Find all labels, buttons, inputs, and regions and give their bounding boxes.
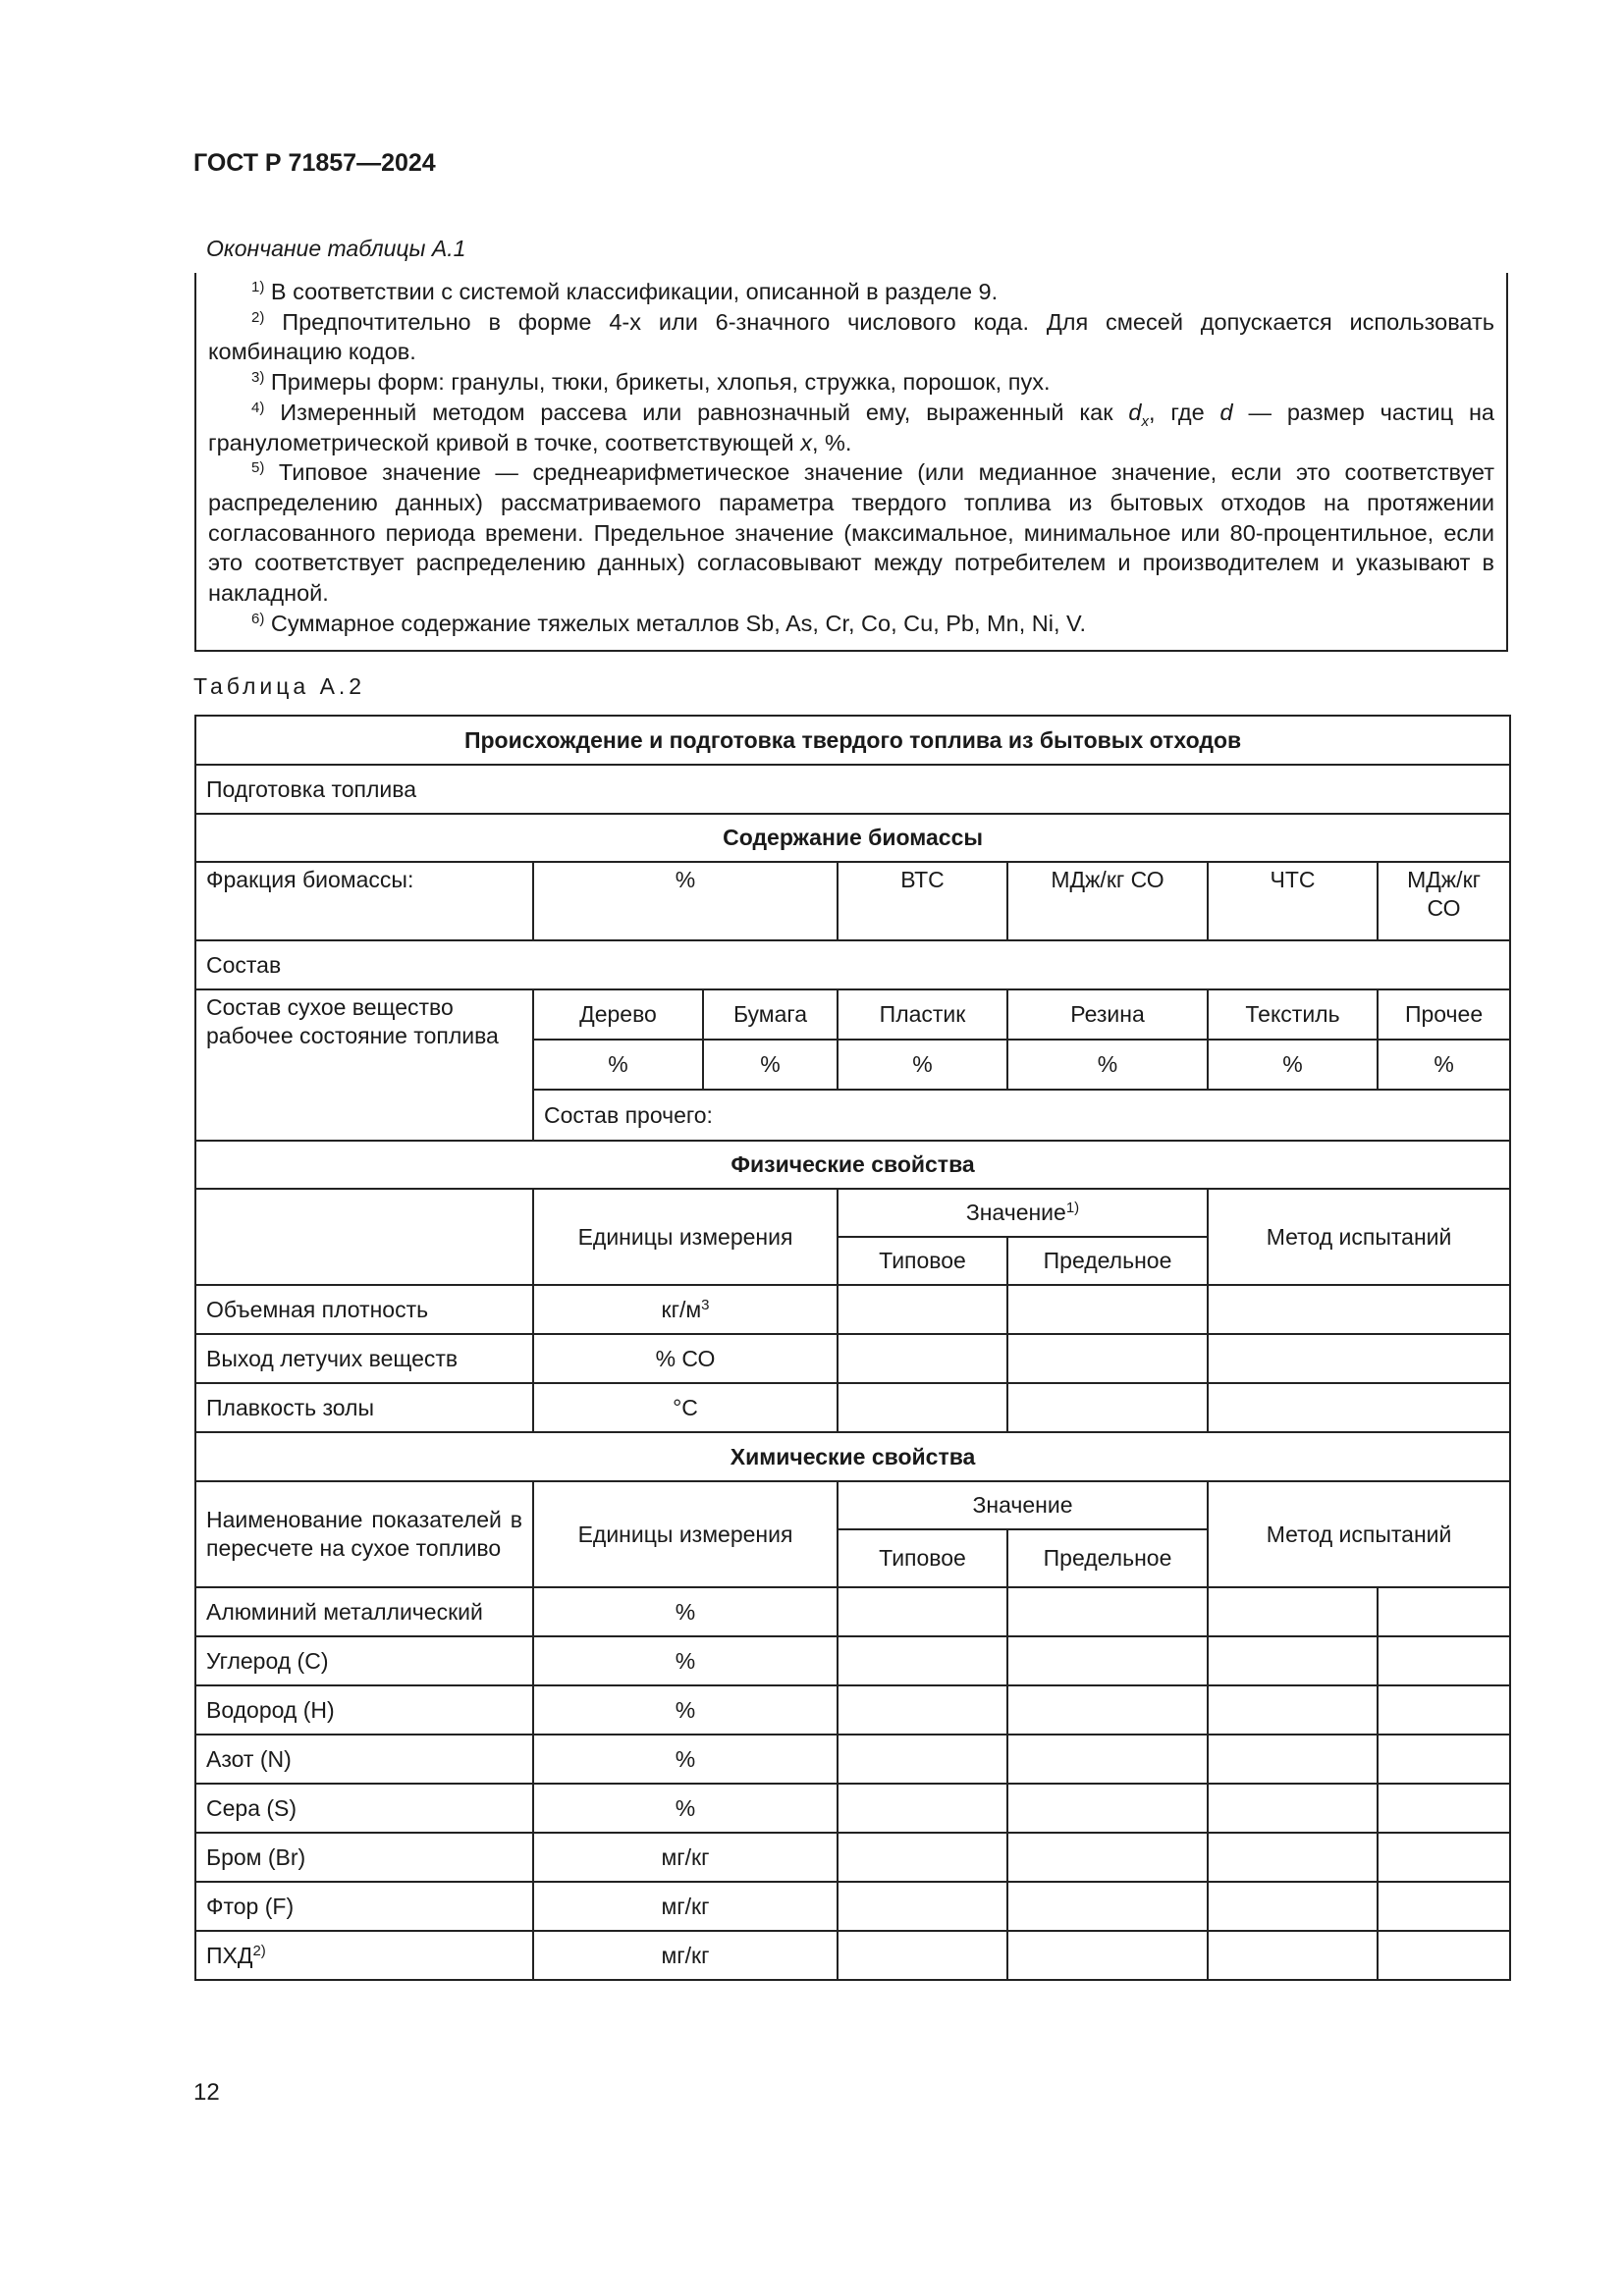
table-row [195,1833,1510,1882]
table-row [195,940,1510,989]
empty-cell [838,1587,1007,1636]
empty-cell [1007,1882,1208,1931]
empty-cell [838,1784,1007,1833]
biomass-btc-cell: ВТС [838,862,1007,940]
table-title: Происхождение и подготовка твердого топлива из бытовых отходов [195,716,1510,765]
physical-row-name: Плавкость золы [195,1383,533,1432]
table-row [195,1587,1510,1636]
empty-cell [1007,1685,1208,1735]
table-continuation-label: Окончание таблицы А.1 [206,236,466,261]
empty-cell [1007,1285,1208,1334]
empty-cell [1378,1636,1510,1685]
physical-row-unit [533,1285,838,1334]
composition-label: Состав [195,940,1510,989]
empty-cell [1007,1784,1208,1833]
empty-cell [838,1636,1007,1685]
footnote-2 [208,307,1494,367]
chemical-value-header: Значение [838,1481,1208,1529]
composition-other-label: Состав прочего: [533,1090,1510,1141]
table-row [195,1882,1510,1931]
biomass-chts-cell: ЧТС [1208,862,1378,940]
chemical-row-name: Сера (S) [195,1784,533,1833]
biomass-fraction-label: Фракция биомассы: [195,862,533,940]
footnote-text: В соответствии с системой классификации, описанной в разделе 9. [264,279,999,304]
chemical-row-name: Углерод (С) [195,1636,533,1685]
empty-cell [1208,1285,1510,1334]
unit-superscript: 3 [701,1296,710,1313]
empty-cell [1208,1735,1378,1784]
table-a2 [194,715,1511,1981]
chemical-row-unit: % [533,1685,838,1735]
footnote-subscript: x [1141,412,1149,430]
footnote-5 [208,457,1494,609]
empty-cell [1007,1833,1208,1882]
empty-cell [1007,1931,1208,1980]
table-caption: Таблица А.2 [193,673,366,699]
chemical-row-unit: % [533,1587,838,1636]
footnote-ref: 2) [252,1942,266,1959]
physical-limit-header: Предельное [1007,1237,1208,1285]
physical-name-header [195,1189,533,1285]
footnote-mark: 1) [251,279,265,295]
empty-cell [1378,1784,1510,1833]
empty-cell [1007,1587,1208,1636]
empty-cell [1208,1784,1378,1833]
empty-cell [838,1383,1007,1432]
empty-cell [838,1285,1007,1334]
table-row [195,1931,1510,1980]
chemical-row-unit: мг/кг [533,1931,838,1980]
footnote-text: , %. [811,429,852,455]
footnote-variable: d [1219,399,1233,425]
chemical-row-unit: мг/кг [533,1833,838,1882]
empty-cell [1378,1587,1510,1636]
empty-cell [1208,1882,1378,1931]
row-name-text: ПХД [206,1942,253,1968]
empty-cell [1208,1685,1378,1735]
footnote-text: , где [1148,399,1220,425]
physical-row-name: Объемная плотность [195,1285,533,1334]
chemical-row-name: Азот (N) [195,1735,533,1784]
biomass-percent-cell: % [533,862,838,940]
composition-unit: % [1007,1040,1208,1090]
biomass-section-heading: Содержание биомассы [195,814,1510,862]
footnote-3 [208,367,1494,398]
chemical-typical-header: Типовое [838,1529,1007,1587]
composition-unit: % [533,1040,703,1090]
biomass-mj-co-cell-2: МДж/кг СО [1378,862,1510,940]
chemical-row-name: Водород (Н) [195,1685,533,1735]
section-row [195,814,1510,862]
table-row [195,1285,1510,1334]
footnote-mark: 2) [251,308,265,326]
empty-cell [1378,1931,1510,1980]
empty-cell [1007,1735,1208,1784]
empty-cell [838,1882,1007,1931]
footnote-mark: 3) [251,369,265,387]
biomass-row [195,862,1510,940]
chemical-row-unit: % [533,1784,838,1833]
chemical-row-name: Алюминий металлический [195,1587,533,1636]
empty-cell [838,1735,1007,1784]
footnote-variable: x [800,429,812,455]
page-number: 12 [193,2079,220,2106]
chemical-header-row [195,1481,1510,1529]
composition-unit: % [703,1040,838,1090]
empty-cell [1007,1334,1208,1383]
empty-cell [1208,1334,1510,1383]
composition-header-row [195,989,1510,1040]
composition-col-paper: Бумага [703,989,838,1040]
composition-col-other: Прочее [1378,989,1510,1040]
physical-row-name: Выход летучих веществ [195,1334,533,1383]
chemical-name-header: Наименование показателей в пересчете на сухое топливо [195,1481,533,1587]
footnote-variable: d [1128,399,1142,425]
empty-cell [1208,1833,1378,1882]
physical-row-unit: % СО [533,1334,838,1383]
physical-section-heading: Физические свойства [195,1141,1510,1189]
chemical-row-name: Фтор (F) [195,1882,533,1931]
chemical-limit-header: Предельное [1007,1529,1208,1587]
footnote-1 [208,277,1494,307]
empty-cell [838,1931,1007,1980]
empty-cell [838,1833,1007,1882]
footnote-text: Типовое значение — среднеарифметическое значение (или медианное значение, если это соответствует распределению данных) рассматриваемого параметра твердого топлива из бытовых отходов на протяжении согласованного периода времени. Предельное значение (максимальное, минимальное или 80-процентильное, если это соответствует распределению данных) согласовывают между потребителем и производителем и указывают в накладной. [208,459,1494,607]
chemical-method-header: Метод испытаний [1208,1481,1510,1587]
chemical-row-unit: % [533,1636,838,1685]
physical-value-header [838,1189,1208,1237]
footnote-4 [208,398,1494,457]
fuel-preparation-label: Подготовка топлива [195,765,1510,814]
composition-state-label: Состав сухое вещество рабочее состояние топлива [195,989,533,1141]
value-label: Значение [965,1200,1066,1225]
chemical-row-name: Бром (Br) [195,1833,533,1882]
empty-cell [1378,1833,1510,1882]
physical-row-unit: °С [533,1383,838,1432]
composition-col-plastic: Пластик [838,989,1007,1040]
chemical-row-unit: мг/кг [533,1882,838,1931]
table-row [195,1784,1510,1833]
empty-cell [1208,1636,1378,1685]
empty-cell [1378,1685,1510,1735]
composition-col-textile: Текстиль [1208,989,1378,1040]
empty-cell [1208,1587,1378,1636]
table-row [195,1685,1510,1735]
physical-method-header: Метод испытаний [1208,1189,1510,1285]
empty-cell [1007,1636,1208,1685]
empty-cell [1378,1882,1510,1931]
chemical-row-name [195,1931,533,1980]
empty-cell [838,1685,1007,1735]
composition-col-wood: Дерево [533,989,703,1040]
empty-cell [1007,1383,1208,1432]
physical-units-header: Единицы измерения [533,1189,838,1285]
table-row [195,1334,1510,1383]
footnote-6 [208,609,1494,639]
table-row [195,1383,1510,1432]
biomass-mj-co-cell: МДж/кг СО [1007,862,1208,940]
physical-typical-header: Типовое [838,1237,1007,1285]
chemical-row-unit: % [533,1735,838,1784]
document-header: ГОСТ Р 71857—2024 [193,149,436,177]
footnote-mark: 4) [251,399,265,416]
footnote-text: Предпочтительно в форме 4-х или 6-значного числового кода. Для смесей допускается использовать комбинацию кодов. [208,308,1494,365]
footnote-mark: 5) [251,459,265,477]
composition-unit: % [1378,1040,1510,1090]
composition-unit: % [1208,1040,1378,1090]
section-row [195,1141,1510,1189]
composition-unit: % [838,1040,1007,1090]
footnote-mark: 6) [251,610,265,627]
empty-cell [1208,1383,1510,1432]
chemical-section-heading: Химические свойства [195,1432,1510,1481]
footnote-ref: 1) [1065,1200,1080,1216]
unit-text: кг/м [661,1296,702,1322]
footnote-text: Суммарное содержание тяжелых металлов Sb, As, Cr, Co, Cu, Pb, Mn, Ni, V. [264,610,1087,636]
chemical-units-header: Единицы измерения [533,1481,838,1587]
table-a1-footnotes [194,273,1508,652]
table-title-row [195,716,1510,765]
table-row [195,1636,1510,1685]
composition-col-rubber: Резина [1007,989,1208,1040]
empty-cell [838,1334,1007,1383]
section-row [195,1432,1510,1481]
footnote-text: — размер частиц на гранулометрической кривой в точке, соответствующей [208,399,1494,455]
footnote-text: Измеренный методом рассева или равнозначный ему, выраженный как [264,399,1129,425]
footnote-text: Примеры форм: гранулы, тюки, брикеты, хлопья, стружка, порошок, пух. [264,369,1051,396]
table-row [195,1735,1510,1784]
physical-header-row [195,1189,1510,1237]
empty-cell [1378,1735,1510,1784]
empty-cell [1208,1931,1378,1980]
table-row [195,765,1510,814]
